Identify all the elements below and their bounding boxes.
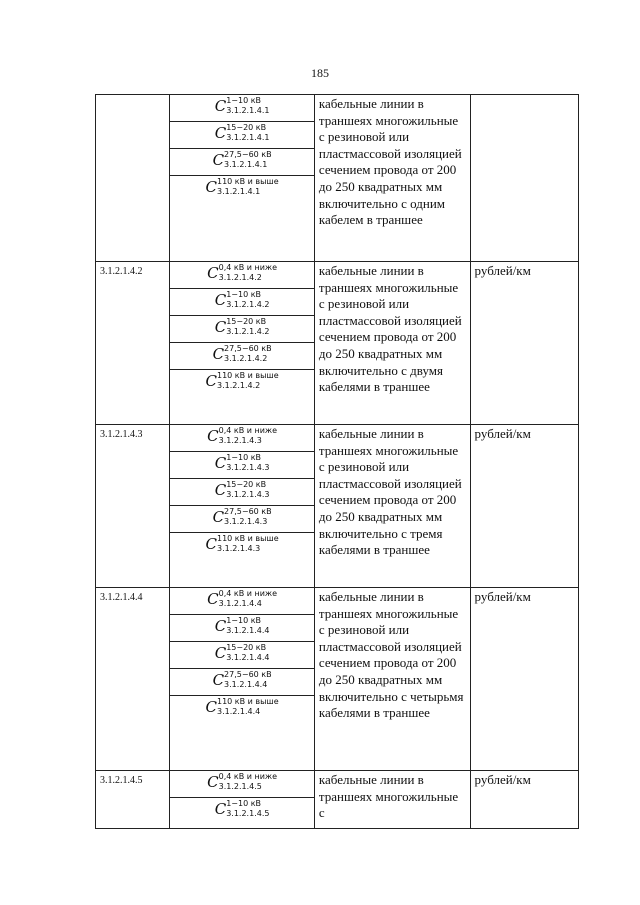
row-unit: рублей/км xyxy=(474,426,531,441)
tariff-symbol-indices xyxy=(224,344,272,363)
tariff-symbol-formula xyxy=(207,426,277,445)
tariff-symbol-letter: C xyxy=(214,800,227,818)
unit-cell xyxy=(470,262,578,425)
tariff-symbol-formula xyxy=(207,589,277,608)
symbol-cell xyxy=(170,771,315,829)
page-number: 185 xyxy=(311,66,329,80)
voltage-superscript: 27,5−60 кВ xyxy=(224,344,272,353)
tariff-symbol xyxy=(170,315,314,342)
tariff-symbol-letter: C xyxy=(212,508,225,526)
tariff-symbol-letter: C xyxy=(214,454,227,472)
voltage-superscript: 1−10 кВ xyxy=(226,453,262,462)
tariff-symbol xyxy=(170,695,314,722)
tariff-symbol-formula xyxy=(207,263,277,282)
description-cell xyxy=(314,588,470,771)
tariff-symbol-indices xyxy=(226,123,269,142)
description-cell xyxy=(314,771,470,829)
tariff-symbol-letter: C xyxy=(205,372,217,390)
tariff-symbol xyxy=(170,121,314,148)
voltage-superscript: 110 кВ и выше xyxy=(216,697,279,706)
tariff-symbol xyxy=(170,668,314,695)
tariff-symbol xyxy=(170,797,314,824)
tariff-symbol-indices xyxy=(226,96,269,115)
row-unit: рублей/км xyxy=(474,772,531,787)
voltage-superscript: 27,5−60 кВ xyxy=(224,507,272,516)
code-subscript: 3.1.2.1.4.2 xyxy=(226,327,270,336)
tariff-symbol xyxy=(170,478,314,505)
voltage-superscript: 15−20 кВ xyxy=(226,317,267,326)
tariff-symbol xyxy=(170,771,314,797)
row-code: 3.1.2.1.4.4 xyxy=(100,592,143,603)
tariff-symbol-letter: C xyxy=(207,773,219,791)
voltage-superscript: 110 кВ и выше xyxy=(216,177,279,186)
tariff-symbol-letter: C xyxy=(212,671,225,689)
tariff-symbol-indices xyxy=(224,507,272,526)
tariff-symbol-indices xyxy=(226,643,269,662)
tariff-symbol-letter: C xyxy=(214,97,227,115)
tariff-symbol xyxy=(170,148,314,175)
tariff-symbol-formula xyxy=(215,96,270,115)
tariff-symbol-letter: C xyxy=(214,617,227,635)
voltage-superscript: 0,4 кВ и ниже xyxy=(218,589,278,598)
tariff-symbol-indices xyxy=(217,371,279,390)
code-cell xyxy=(96,95,170,262)
code-subscript: 3.1.2.1.4.1 xyxy=(226,133,270,142)
tariff-symbol xyxy=(170,288,314,315)
description-cell xyxy=(314,95,470,262)
symbol-cell xyxy=(170,95,315,262)
tariff-symbol-formula xyxy=(215,317,270,336)
code-subscript: 3.1.2.1.4.2 xyxy=(226,300,270,309)
voltage-superscript: 27,5−60 кВ xyxy=(224,670,272,679)
tariff-symbol-letter: C xyxy=(214,644,227,662)
tariff-symbol xyxy=(170,95,314,121)
tariff-symbol-indices xyxy=(219,772,277,791)
tariff-symbol xyxy=(170,175,314,202)
tariff-table xyxy=(95,94,579,829)
code-subscript: 3.1.2.1.4.3 xyxy=(224,517,268,526)
symbol-cell xyxy=(170,425,315,588)
voltage-superscript: 1−10 кВ xyxy=(226,616,262,625)
table-row xyxy=(96,95,579,262)
code-subscript: 3.1.2.1.4.3 xyxy=(226,490,270,499)
voltage-superscript: 15−20 кВ xyxy=(226,643,267,652)
description-cell xyxy=(314,262,470,425)
code-subscript: 3.1.2.1.4.2 xyxy=(224,354,268,363)
row-description: кабельные линии в траншеях многожильные с резиновой или пластмассовой изоляцией сечением провода от 200 до 250 квадратных мм включительно с тремя кабелями в траншее xyxy=(318,426,462,558)
symbol-cell xyxy=(170,262,315,425)
code-cell xyxy=(96,588,170,771)
unit-cell xyxy=(470,425,578,588)
code-subscript: 3.1.2.1.4.3 xyxy=(216,544,261,553)
tariff-symbol xyxy=(170,451,314,478)
unit-cell xyxy=(470,588,578,771)
tariff-symbol-formula xyxy=(215,616,270,635)
code-subscript: 3.1.2.1.4.4 xyxy=(218,599,262,608)
tariff-symbol-indices xyxy=(217,534,279,553)
code-subscript: 3.1.2.1.4.2 xyxy=(216,381,261,390)
row-unit: рублей/км xyxy=(474,589,531,604)
tariff-symbol xyxy=(170,425,314,451)
tariff-symbol-formula xyxy=(206,371,279,390)
code-subscript: 3.1.2.1.4.1 xyxy=(226,106,270,115)
tariff-symbol-letter: C xyxy=(212,345,225,363)
tariff-symbol-letter: C xyxy=(214,318,227,336)
tariff-symbol-letter: C xyxy=(207,427,219,445)
tariff-symbol-formula xyxy=(213,344,272,363)
row-description: кабельные линии в траншеях многожильные с резиновой или пластмассовой изоляцией сечением провода от 200 до 250 квадратных мм включительно с одним кабелем в траншее xyxy=(318,96,462,228)
tariff-symbol-letter: C xyxy=(205,535,217,553)
table-row xyxy=(96,588,579,771)
description-cell xyxy=(314,425,470,588)
tariff-symbol-indices xyxy=(226,317,269,336)
code-subscript: 3.1.2.1.4.2 xyxy=(218,273,262,282)
voltage-superscript: 1−10 кВ xyxy=(226,290,262,299)
tariff-symbol-formula xyxy=(215,123,270,142)
row-unit: рублей/км xyxy=(474,263,531,278)
code-subscript: 3.1.2.1.4.4 xyxy=(216,707,261,716)
tariff-symbol-letter: C xyxy=(207,264,219,282)
code-subscript: 3.1.2.1.4.3 xyxy=(226,463,270,472)
tariff-symbol-formula xyxy=(206,534,279,553)
voltage-superscript: 0,4 кВ и ниже xyxy=(218,426,278,435)
code-cell xyxy=(96,771,170,829)
tariff-symbol-indices xyxy=(224,670,272,689)
code-subscript: 3.1.2.1.4.5 xyxy=(226,809,270,818)
unit-cell xyxy=(470,771,578,829)
row-code: 3.1.2.1.4.2 xyxy=(100,266,143,277)
row-unit xyxy=(471,95,578,96)
code-subscript: 3.1.2.1.4.1 xyxy=(224,160,268,169)
row-code xyxy=(96,95,169,99)
tariff-symbol-indices xyxy=(219,426,277,445)
tariff-symbol xyxy=(170,588,314,614)
code-cell xyxy=(96,262,170,425)
tariff-symbol-formula xyxy=(215,643,270,662)
tariff-symbol-formula xyxy=(213,670,272,689)
unit-cell xyxy=(470,95,578,262)
row-description: кабельные линии в траншеях многожильные с резиновой или пластмассовой изоляцией сечением провода от 200 до 250 квадратных мм включительно с двумя кабелями в траншее xyxy=(318,263,462,395)
tariff-symbol-indices xyxy=(226,453,269,472)
tariff-symbol-formula xyxy=(207,772,277,791)
tariff-symbol-indices xyxy=(226,290,269,309)
table-row xyxy=(96,262,579,425)
tariff-symbol xyxy=(170,342,314,369)
tariff-symbol-letter: C xyxy=(205,178,217,196)
tariff-symbol xyxy=(170,532,314,559)
tariff-symbol-indices xyxy=(219,263,277,282)
voltage-superscript: 1−10 кВ xyxy=(226,96,262,105)
tariff-symbol xyxy=(170,369,314,396)
code-subscript: 3.1.2.1.4.4 xyxy=(226,626,270,635)
voltage-superscript: 27,5−60 кВ xyxy=(224,150,272,159)
table-row xyxy=(96,771,579,829)
symbol-cell xyxy=(170,588,315,771)
code-subscript: 3.1.2.1.4.4 xyxy=(224,680,268,689)
voltage-superscript: 0,4 кВ и ниже xyxy=(218,772,278,781)
tariff-symbol xyxy=(170,262,314,288)
code-cell xyxy=(96,425,170,588)
tariff-symbol-formula xyxy=(215,480,270,499)
tariff-symbol-indices xyxy=(224,150,272,169)
voltage-superscript: 0,4 кВ и ниже xyxy=(218,263,278,272)
tariff-symbol-indices xyxy=(219,589,277,608)
tariff-symbol-formula xyxy=(213,507,272,526)
tariff-symbol-letter: C xyxy=(214,291,227,309)
tariff-symbol-formula xyxy=(215,799,270,818)
tariff-symbol xyxy=(170,641,314,668)
tariff-symbol-indices xyxy=(226,480,269,499)
code-subscript: 3.1.2.1.4.1 xyxy=(216,187,261,196)
tariff-symbol-formula xyxy=(213,150,272,169)
row-description: кабельные линии в траншеях многожильные с резиновой или пластмассовой изоляцией сечением провода от 200 до 250 квадратных мм включительно с четырьмя кабелями в траншее xyxy=(318,589,464,721)
voltage-superscript: 15−20 кВ xyxy=(226,123,267,132)
tariff-symbol-formula xyxy=(215,453,270,472)
tariff-symbol-indices xyxy=(226,799,269,818)
tariff-symbol-letter: C xyxy=(207,590,219,608)
voltage-superscript: 15−20 кВ xyxy=(226,480,267,489)
tariff-table-body xyxy=(96,95,579,829)
voltage-superscript: 110 кВ и выше xyxy=(216,534,279,543)
tariff-symbol xyxy=(170,505,314,532)
code-subscript: 3.1.2.1.4.5 xyxy=(218,782,262,791)
tariff-symbol-indices xyxy=(217,177,279,196)
tariff-symbol-indices xyxy=(226,616,269,635)
tariff-symbol xyxy=(170,614,314,641)
row-code: 3.1.2.1.4.3 xyxy=(100,429,143,440)
row-description: кабельные линии в траншеях многожильные с xyxy=(318,772,459,821)
tariff-symbol-letter: C xyxy=(205,698,217,716)
tariff-symbol-indices xyxy=(217,697,279,716)
voltage-superscript: 110 кВ и выше xyxy=(216,371,279,380)
tariff-symbol-formula xyxy=(215,290,270,309)
tariff-symbol-letter: C xyxy=(214,481,227,499)
tariff-symbol-letter: C xyxy=(212,151,225,169)
table-row xyxy=(96,425,579,588)
code-subscript: 3.1.2.1.4.3 xyxy=(218,436,262,445)
voltage-superscript: 1−10 кВ xyxy=(226,799,262,808)
tariff-symbol-formula xyxy=(206,697,279,716)
tariff-symbol-formula xyxy=(206,177,279,196)
row-code: 3.1.2.1.4.5 xyxy=(100,775,143,786)
tariff-symbol-letter: C xyxy=(214,124,227,142)
code-subscript: 3.1.2.1.4.4 xyxy=(226,653,270,662)
